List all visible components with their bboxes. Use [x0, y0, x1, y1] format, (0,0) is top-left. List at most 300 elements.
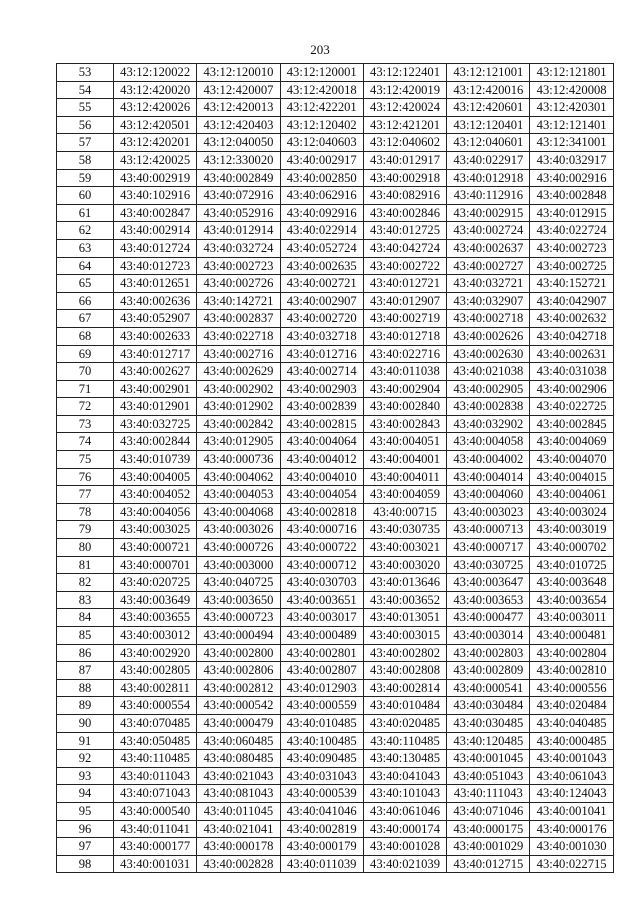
- cadastral-number-cell: 43:40:022716: [363, 345, 446, 363]
- cadastral-number-cell: 43:40:051043: [447, 767, 530, 785]
- cadastral-number-cell: 43:40:030484: [447, 697, 530, 715]
- row-number-cell: 97: [57, 838, 114, 856]
- row-number-cell: 74: [57, 433, 114, 451]
- row-number-cell: 87: [57, 662, 114, 680]
- cadastral-number-cell: 43:40:002918: [363, 169, 446, 187]
- row-number-cell: 59: [57, 169, 114, 187]
- cadastral-number-cell: 43:40:002808: [363, 662, 446, 680]
- cadastral-number-cell: 43:40:002815: [280, 415, 363, 433]
- cadastral-number-cell: 43:40:002844: [114, 433, 197, 451]
- cadastral-number-cell: 43:40:002723: [197, 257, 280, 275]
- cadastral-number-cell: 43:40:032917: [530, 151, 613, 169]
- table-row: [57, 239, 614, 257]
- cadastral-number-cell: 43:40:002802: [363, 644, 446, 662]
- cadastral-number-cell: 43:40:041043: [363, 767, 446, 785]
- cadastral-number-cell: 43:40:003011: [530, 609, 613, 627]
- table-row: [57, 151, 614, 169]
- table-row: [57, 802, 614, 820]
- cadastral-number-cell: 43:40:001043: [530, 750, 613, 768]
- cadastral-number-cell: 43:40:003017: [280, 609, 363, 627]
- cadastral-number-cell: 43:40:000542: [197, 697, 280, 715]
- cadastral-number-cell: 43:40:022715: [530, 855, 613, 873]
- cadastral-number-cell: 43:40:002809: [447, 662, 530, 680]
- cadastral-number-cell: 43:12:120402: [280, 116, 363, 134]
- cadastral-number-cell: 43:40:002811: [114, 679, 197, 697]
- cadastral-number-cell: 43:40:002807: [280, 662, 363, 680]
- cadastral-number-cell: 43:40:002916: [530, 169, 613, 187]
- cadastral-number-cell: 43:40:012715: [447, 855, 530, 873]
- cadastral-number-cell: 43:40:130485: [363, 750, 446, 768]
- cadastral-number-cell: 43:40:003650: [197, 591, 280, 609]
- table-row: [57, 627, 614, 645]
- cadastral-number-cell: 43:40:002847: [114, 204, 197, 222]
- cadastral-number-cell: 43:12:420008: [530, 81, 613, 99]
- cadastral-number-cell: 43:40:002846: [363, 204, 446, 222]
- cadastral-number-cell: 43:40:004015: [530, 468, 613, 486]
- row-number-cell: 86: [57, 644, 114, 662]
- table-row: [57, 838, 614, 856]
- cadastral-number-cell: 43:40:061043: [530, 767, 613, 785]
- cadastral-number-cell: 43:40:000174: [363, 820, 446, 838]
- cadastral-number-cell: 43:40:081043: [197, 785, 280, 803]
- cadastral-number-cell: 43:40:003024: [530, 503, 613, 521]
- cadastral-number-cell: 43:40:000176: [530, 820, 613, 838]
- cadastral-number-cell: 43:40:000479: [197, 714, 280, 732]
- cadastral-number-cell: 43:12:420601: [447, 99, 530, 117]
- cadastral-number-cell: 43:12:121401: [530, 116, 613, 134]
- row-number-cell: 66: [57, 292, 114, 310]
- cadastral-number-cell: 43:40:011038: [363, 363, 446, 381]
- row-number-cell: 56: [57, 116, 114, 134]
- row-number-cell: 69: [57, 345, 114, 363]
- cadastral-number-cell: 43:40:003025: [114, 521, 197, 539]
- cadastral-number-cell: 43:40:004062: [197, 468, 280, 486]
- cadastral-number-cell: 43:40:001030: [530, 838, 613, 856]
- cadastral-number-cell: 43:40:004070: [530, 451, 613, 469]
- cadastral-number-cell: 43:40:000540: [114, 802, 197, 820]
- cadastral-number-cell: 43:40:000716: [280, 521, 363, 539]
- cadastral-number-cell: 43:40:060485: [197, 732, 280, 750]
- cadastral-number-cell: 43:40:002920: [114, 644, 197, 662]
- table-row: [57, 327, 614, 345]
- cadastral-number-cell: 43:40:000736: [197, 451, 280, 469]
- cadastral-number-cell: 43:40:003654: [530, 591, 613, 609]
- cadastral-number-cell: 43:40:002803: [447, 644, 530, 662]
- row-number-cell: 70: [57, 363, 114, 381]
- cadastral-number-cell: 43:40:002907: [280, 292, 363, 310]
- cadastral-number-cell: 43:40:012721: [363, 275, 446, 293]
- cadastral-number-cell: 43:40:012902: [197, 398, 280, 416]
- table-row: [57, 855, 614, 873]
- cadastral-number-cell: 43:40:012918: [447, 169, 530, 187]
- cadastral-number-cell: 43:12:120001: [280, 64, 363, 82]
- row-number-cell: 60: [57, 187, 114, 205]
- cadastral-number-cell: 43:40:032718: [280, 327, 363, 345]
- cadastral-number-cell: 43:40:012716: [280, 345, 363, 363]
- cadastral-number-cell: 43:40:002919: [114, 169, 197, 187]
- cadastral-number-cell: 43:40:001041: [530, 802, 613, 820]
- cadastral-number-cell: 43:40:042724: [363, 239, 446, 257]
- cadastral-number-cell: 43:40:010485: [280, 714, 363, 732]
- table-row: [57, 468, 614, 486]
- cadastral-number-cell: 43:40:032902: [447, 415, 530, 433]
- cadastral-number-cell: 43:40:010484: [363, 697, 446, 715]
- cadastral-number-cell: 43:40:003019: [530, 521, 613, 539]
- row-number-cell: 83: [57, 591, 114, 609]
- cadastral-number-cell: 43:40:020725: [114, 574, 197, 592]
- cadastral-number-cell: 43:40:012651: [114, 275, 197, 293]
- cadastral-number-cell: 43:40:000726: [197, 539, 280, 557]
- cadastral-number-cell: 43:40:011039: [280, 855, 363, 873]
- cadastral-number-cell: 43:40:052907: [114, 310, 197, 328]
- cadastral-number-cell: 43:12:121001: [447, 64, 530, 82]
- cadastral-number-cell: 43:40:004068: [197, 503, 280, 521]
- table-row: [57, 574, 614, 592]
- cadastral-number-cell: 43:12:420301: [530, 99, 613, 117]
- table-row: [57, 732, 614, 750]
- cadastral-table-container: [56, 63, 614, 873]
- row-number-cell: 55: [57, 99, 114, 117]
- cadastral-number-cell: 43:40:002902: [197, 380, 280, 398]
- table-row: [57, 363, 614, 381]
- cadastral-number-cell: 43:12:420007: [197, 81, 280, 99]
- cadastral-number-cell: 43:40:000721: [114, 539, 197, 557]
- cadastral-number-cell: 43:40:003653: [447, 591, 530, 609]
- cadastral-number-cell: 43:40:012725: [363, 222, 446, 240]
- table-row: [57, 116, 614, 134]
- cadastral-number-cell: 43:40:012914: [197, 222, 280, 240]
- cadastral-number-cell: 43:40:003648: [530, 574, 613, 592]
- cadastral-number-cell: 43:40:000712: [280, 556, 363, 574]
- cadastral-number-cell: 43:40:002722: [363, 257, 446, 275]
- table-row: [57, 486, 614, 504]
- cadastral-number-cell: 43:40:002828: [197, 855, 280, 873]
- cadastral-number-cell: 43:12:422201: [280, 99, 363, 117]
- row-number-cell: 62: [57, 222, 114, 240]
- cadastral-number-cell: 43:40:000723: [197, 609, 280, 627]
- cadastral-number-cell: 43:12:421201: [363, 116, 446, 134]
- cadastral-number-cell: 43:40:071046: [447, 802, 530, 820]
- cadastral-number-cell: 43:40:004052: [114, 486, 197, 504]
- row-number-cell: 92: [57, 750, 114, 768]
- table-row: [57, 275, 614, 293]
- cadastral-number-cell: 43:40:052724: [280, 239, 363, 257]
- table-row: [57, 785, 614, 803]
- row-number-cell: 67: [57, 310, 114, 328]
- cadastral-number-cell: 43:40:013051: [363, 609, 446, 627]
- cadastral-number-cell: 43:40:002801: [280, 644, 363, 662]
- cadastral-number-cell: 43:40:004012: [280, 451, 363, 469]
- cadastral-number-cell: 43:40:142721: [197, 292, 280, 310]
- cadastral-number-cell: 43:40:020484: [530, 697, 613, 715]
- table-row: [57, 204, 614, 222]
- cadastral-number-cell: 43:40:000717: [447, 539, 530, 557]
- cadastral-number-cell: 43:40:110485: [363, 732, 446, 750]
- cadastral-number-cell: 43:40:004059: [363, 486, 446, 504]
- cadastral-number-cell: 43:40:000494: [197, 627, 280, 645]
- cadastral-number-cell: 43:40:022725: [530, 398, 613, 416]
- row-number-cell: 90: [57, 714, 114, 732]
- cadastral-number-cell: 43:40:000489: [280, 627, 363, 645]
- cadastral-number-cell: 43:40:002719: [363, 310, 446, 328]
- cadastral-number-cell: 43:40:110485: [114, 750, 197, 768]
- cadastral-number-cell: 43:40:004060: [447, 486, 530, 504]
- table-row: [57, 820, 614, 838]
- cadastral-number-cell: 43:40:002723: [530, 239, 613, 257]
- cadastral-number-cell: 43:40:003015: [363, 627, 446, 645]
- cadastral-number-cell: 43:40:021041: [197, 820, 280, 838]
- row-number-cell: 58: [57, 151, 114, 169]
- cadastral-number-cell: 43:40:004051: [363, 433, 446, 451]
- cadastral-number-cell: 43:40:022917: [447, 151, 530, 169]
- row-number-cell: 71: [57, 380, 114, 398]
- cadastral-number-cell: 43:40:072916: [197, 187, 280, 205]
- cadastral-number-cell: 43:12:330020: [197, 151, 280, 169]
- cadastral-number-cell: 43:40:032724: [197, 239, 280, 257]
- row-number-cell: 72: [57, 398, 114, 416]
- cadastral-number-cell: 43:40:022914: [280, 222, 363, 240]
- cadastral-number-cell: 43:40:002629: [197, 363, 280, 381]
- table-row: [57, 521, 614, 539]
- cadastral-number-cell: 43:40:000702: [530, 539, 613, 557]
- cadastral-number-cell: 43:40:012723: [114, 257, 197, 275]
- cadastral-number-cell: 43:40:002845: [530, 415, 613, 433]
- cadastral-number-cell: 43:12:420026: [114, 99, 197, 117]
- page-number: 203: [310, 42, 330, 57]
- cadastral-number-cell: 43:40:002917: [280, 151, 363, 169]
- cadastral-number-cell: 43:40:002837: [197, 310, 280, 328]
- cadastral-number-cell: 43:40:012901: [114, 398, 197, 416]
- cadastral-number-cell: 43:40:012903: [280, 679, 363, 697]
- cadastral-number-cell: 43:40:000481: [530, 627, 613, 645]
- row-number-cell: 64: [57, 257, 114, 275]
- cadastral-number-cell: 43:40:004058: [447, 433, 530, 451]
- cadastral-number-cell: 43:40:002635: [280, 257, 363, 275]
- cadastral-number-cell: 43:40:002637: [447, 239, 530, 257]
- row-number-cell: 54: [57, 81, 114, 99]
- cadastral-number-cell: 43:40:111043: [447, 785, 530, 803]
- cadastral-number-cell: 43:40:031038: [530, 363, 613, 381]
- cadastral-number-cell: 43:40:002840: [363, 398, 446, 416]
- table-row: [57, 292, 614, 310]
- cadastral-number-cell: 43:40:012724: [114, 239, 197, 257]
- table-row: [57, 697, 614, 715]
- row-number-cell: 68: [57, 327, 114, 345]
- table-row: [57, 767, 614, 785]
- table-row: [57, 609, 614, 627]
- cadastral-number-cell: 43:40:030735: [363, 521, 446, 539]
- table-body: [57, 64, 614, 873]
- cadastral-number-cell: 43:12:122401: [363, 64, 446, 82]
- cadastral-number-cell: 43:40:002914: [114, 222, 197, 240]
- cadastral-number-cell: 43:40:041046: [280, 802, 363, 820]
- cadastral-number-cell: 43:40:002716: [197, 345, 280, 363]
- row-number-cell: 82: [57, 574, 114, 592]
- cadastral-number-cell: 43:40:002814: [363, 679, 446, 697]
- cadastral-number-cell: 43:40:112916: [447, 187, 530, 205]
- cadastral-number-cell: 43:40:012905: [197, 433, 280, 451]
- cadastral-number-cell: 43:40:002804: [530, 644, 613, 662]
- cadastral-number-cell: 43:40:001029: [447, 838, 530, 856]
- cadastral-number-cell: 43:40:124043: [530, 785, 613, 803]
- cadastral-number-cell: 43:40:012917: [363, 151, 446, 169]
- cadastral-number-cell: 43:40:002842: [197, 415, 280, 433]
- cadastral-number-cell: 43:40:071043: [114, 785, 197, 803]
- cadastral-number-cell: 43:40:002812: [197, 679, 280, 697]
- row-number-cell: 93: [57, 767, 114, 785]
- cadastral-number-cell: 43:40:002905: [447, 380, 530, 398]
- cadastral-number-cell: 43:12:341001: [530, 134, 613, 152]
- table-row: [57, 679, 614, 697]
- row-number-cell: 91: [57, 732, 114, 750]
- cadastral-number-cell: 43:40:022724: [530, 222, 613, 240]
- cadastral-number-cell: 43:40:002630: [447, 345, 530, 363]
- row-number-cell: 75: [57, 451, 114, 469]
- cadastral-number-cell: 43:40:000177: [114, 838, 197, 856]
- table-row: [57, 503, 614, 521]
- table-row: [57, 750, 614, 768]
- cadastral-number-cell: 43:40:002714: [280, 363, 363, 381]
- cadastral-number-cell: 43:40:002726: [197, 275, 280, 293]
- cadastral-number-cell: 43:40:002721: [280, 275, 363, 293]
- row-number-cell: 53: [57, 64, 114, 82]
- table-row: [57, 451, 614, 469]
- cadastral-number-cell: 43:40:001031: [114, 855, 197, 873]
- cadastral-number-cell: 43:40:003000: [197, 556, 280, 574]
- table-row: [57, 380, 614, 398]
- row-number-cell: 65: [57, 275, 114, 293]
- cadastral-number-cell: 43:40:040485: [530, 714, 613, 732]
- cadastral-number-cell: 43:40:000485: [530, 732, 613, 750]
- cadastral-number-cell: 43:40:000556: [530, 679, 613, 697]
- table-row: [57, 99, 614, 117]
- cadastral-number-cell: 43:40:004053: [197, 486, 280, 504]
- cadastral-number-cell: 43:40:002724: [447, 222, 530, 240]
- row-number-cell: 96: [57, 820, 114, 838]
- cadastral-number-cell: 43:40:090485: [280, 750, 363, 768]
- row-number-cell: 63: [57, 239, 114, 257]
- row-number-cell: 77: [57, 486, 114, 504]
- cadastral-number-cell: 43:40:002627: [114, 363, 197, 381]
- table-row: [57, 81, 614, 99]
- cadastral-number-cell: 43:40:002819: [280, 820, 363, 838]
- cadastral-number-cell: 43:40:004014: [447, 468, 530, 486]
- cadastral-number-cell: 43:40:002903: [280, 380, 363, 398]
- cadastral-number-cell: 43:40:002633: [114, 327, 197, 345]
- table-row: [57, 415, 614, 433]
- table-row: [57, 187, 614, 205]
- cadastral-number-cell: 43:40:061046: [363, 802, 446, 820]
- cadastral-number-cell: 43:40:002849: [197, 169, 280, 187]
- cadastral-number-cell: 43:40:002806: [197, 662, 280, 680]
- row-number-cell: 73: [57, 415, 114, 433]
- cadastral-number-cell: 43:40:120485: [447, 732, 530, 750]
- table-row: [57, 433, 614, 451]
- cadastral-number-cell: 43:40:003647: [447, 574, 530, 592]
- cadastral-number-cell: 43:40:010725: [530, 556, 613, 574]
- table-row: [57, 64, 614, 82]
- cadastral-number-cell: 43:40:002850: [280, 169, 363, 187]
- cadastral-number-cell: 43:40:012717: [114, 345, 197, 363]
- cadastral-number-cell: 43:40:003023: [447, 503, 530, 521]
- cadastral-number-cell: 43:40:052916: [197, 204, 280, 222]
- row-number-cell: 94: [57, 785, 114, 803]
- row-number-cell: 85: [57, 627, 114, 645]
- cadastral-number-cell: 43:40:080485: [197, 750, 280, 768]
- table-row: [57, 345, 614, 363]
- cadastral-number-cell: 43:40:030485: [447, 714, 530, 732]
- row-number-cell: 61: [57, 204, 114, 222]
- cadastral-number-cell: 43:40:100485: [280, 732, 363, 750]
- cadastral-number-cell: 43:40:000554: [114, 697, 197, 715]
- cadastral-number-cell: 43:40:000175: [447, 820, 530, 838]
- cadastral-number-cell: 43:40:000539: [280, 785, 363, 803]
- cadastral-number-cell: 43:40:152721: [530, 275, 613, 293]
- cadastral-number-cell: 43:40:021043: [197, 767, 280, 785]
- cadastral-number-cell: 43:40:020485: [363, 714, 446, 732]
- table-row: [57, 169, 614, 187]
- cadastral-number-cell: 43:40:002636: [114, 292, 197, 310]
- cadastral-number-cell: 43:40:000722: [280, 539, 363, 557]
- cadastral-number-cell: 43:40:000541: [447, 679, 530, 697]
- cadastral-number-cell: 43:40:012907: [363, 292, 446, 310]
- cadastral-number-cell: 43:40:030725: [447, 556, 530, 574]
- cadastral-number-cell: 43:40:00715: [363, 503, 446, 521]
- cadastral-number-cell: 43:12:120010: [197, 64, 280, 82]
- row-number-cell: 95: [57, 802, 114, 820]
- cadastral-number-cell: 43:40:011043: [114, 767, 197, 785]
- cadastral-number-cell: 43:40:002810: [530, 662, 613, 680]
- cadastral-number-cell: 43:40:003652: [363, 591, 446, 609]
- row-number-cell: 89: [57, 697, 114, 715]
- cadastral-number-cell: 43:40:092916: [280, 204, 363, 222]
- cadastral-number-cell: 43:40:011041: [114, 820, 197, 838]
- table-row: [57, 591, 614, 609]
- cadastral-number-cell: 43:12:420018: [280, 81, 363, 99]
- cadastral-number-cell: 43:40:002901: [114, 380, 197, 398]
- cadastral-number-cell: 43:12:040050: [197, 134, 280, 152]
- cadastral-number-cell: 43:40:010739: [114, 451, 197, 469]
- cadastral-number-cell: 43:40:004002: [447, 451, 530, 469]
- cadastral-number-cell: 43:40:002727: [447, 257, 530, 275]
- cadastral-number-cell: 43:40:002632: [530, 310, 613, 328]
- cadastral-number-cell: 43:40:004056: [114, 503, 197, 521]
- table-row: [57, 556, 614, 574]
- cadastral-number-cell: 43:40:032725: [114, 415, 197, 433]
- table-row: [57, 257, 614, 275]
- cadastral-number-cell: 43:40:003655: [114, 609, 197, 627]
- cadastral-number-cell: 43:40:004054: [280, 486, 363, 504]
- row-number-cell: 84: [57, 609, 114, 627]
- cadastral-number-cell: 43:12:420025: [114, 151, 197, 169]
- cadastral-number-cell: 43:40:000179: [280, 838, 363, 856]
- cadastral-number-cell: 43:40:003651: [280, 591, 363, 609]
- cadastral-number-cell: 43:40:022718: [197, 327, 280, 345]
- cadastral-number-cell: 43:40:062916: [280, 187, 363, 205]
- cadastral-number-cell: 43:40:003026: [197, 521, 280, 539]
- cadastral-number-cell: 43:40:000701: [114, 556, 197, 574]
- row-number-cell: 79: [57, 521, 114, 539]
- cadastral-number-cell: 43:40:042718: [530, 327, 613, 345]
- table-row: [57, 662, 614, 680]
- row-number-cell: 57: [57, 134, 114, 152]
- cadastral-number-cell: 43:40:002904: [363, 380, 446, 398]
- cadastral-number-cell: 43:12:420501: [114, 116, 197, 134]
- cadastral-number-cell: 43:40:002800: [197, 644, 280, 662]
- cadastral-number-cell: 43:40:002906: [530, 380, 613, 398]
- cadastral-number-cell: 43:40:004011: [363, 468, 446, 486]
- row-number-cell: 88: [57, 679, 114, 697]
